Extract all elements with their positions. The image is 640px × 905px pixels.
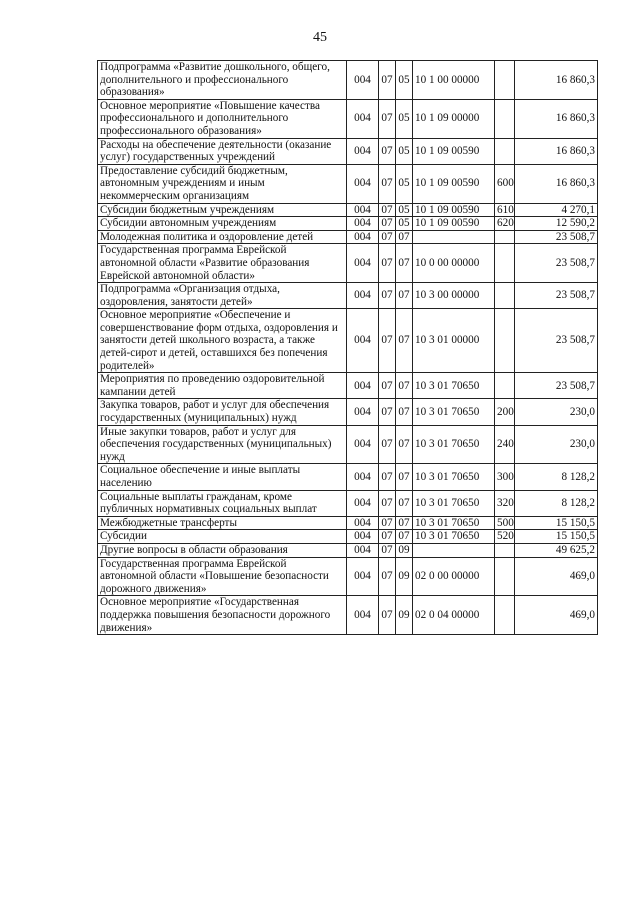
table-row [98,99,598,138]
table-row [98,244,598,283]
section-code-cell: 07 [379,516,396,530]
section-code-cell: 07 [379,203,396,217]
expense-name-cell: Социальное обеспечение и иные выплаты населению [98,464,347,490]
section-code-cell: 07 [379,464,396,490]
amount-cell: 16 860,3 [515,99,598,138]
amount-cell: 16 860,3 [515,61,598,100]
amount-cell: 4 270,1 [515,203,598,217]
expense-type-cell: 610 [495,203,515,217]
subsection-code-cell: 07 [396,530,413,544]
amount-cell: 469,0 [515,596,598,635]
section-code-cell: 07 [379,309,396,373]
target-article-cell: 10 1 00 00000 [413,61,495,100]
expense-name-cell: Субсидии бюджетным учреждениям [98,203,347,217]
amount-cell: 12 590,2 [515,217,598,231]
grbs-code-cell: 004 [347,596,379,635]
grbs-code-cell: 004 [347,244,379,283]
table-row [98,399,598,425]
grbs-code-cell: 004 [347,530,379,544]
target-article-cell: 10 3 01 70650 [413,464,495,490]
table-row [98,516,598,530]
expense-type-cell [495,309,515,373]
section-code-cell: 07 [379,217,396,231]
subsection-code-cell: 07 [396,490,413,516]
section-code-cell: 07 [379,99,396,138]
target-article-cell: 10 3 01 70650 [413,516,495,530]
amount-cell: 15 150,5 [515,530,598,544]
expense-name-cell: Молодежная политика и оздоровление детей [98,230,347,244]
subsection-code-cell: 07 [396,283,413,309]
target-article-cell: 10 3 01 70650 [413,425,495,464]
table-row [98,203,598,217]
expense-type-cell [495,596,515,635]
table-row [98,61,598,100]
amount-cell: 16 860,3 [515,138,598,164]
grbs-code-cell: 004 [347,99,379,138]
target-article-cell: 10 1 09 00000 [413,99,495,138]
expense-type-cell [495,557,515,596]
subsection-code-cell: 07 [396,230,413,244]
grbs-code-cell: 004 [347,557,379,596]
table-row [98,543,598,557]
section-code-cell: 07 [379,557,396,596]
grbs-code-cell: 004 [347,373,379,399]
section-code-cell: 07 [379,61,396,100]
table-row [98,557,598,596]
expense-name-cell: Государственная программа Еврейской автономной области «Развитие образования Еврейской автономной области» [98,244,347,283]
grbs-code-cell: 004 [347,203,379,217]
amount-cell: 8 128,2 [515,490,598,516]
amount-cell: 23 508,7 [515,309,598,373]
grbs-code-cell: 004 [347,138,379,164]
table-row [98,464,598,490]
amount-cell: 15 150,5 [515,516,598,530]
section-code-cell: 07 [379,164,396,203]
subsection-code-cell: 07 [396,425,413,464]
amount-cell: 23 508,7 [515,244,598,283]
expense-type-cell [495,244,515,283]
section-code-cell: 07 [379,230,396,244]
subsection-code-cell: 07 [396,464,413,490]
section-code-cell: 07 [379,490,396,516]
subsection-code-cell: 09 [396,557,413,596]
target-article-cell [413,543,495,557]
grbs-code-cell: 004 [347,309,379,373]
expense-name-cell: Межбюджетные трансферты [98,516,347,530]
expense-name-cell: Закупка товаров, работ и услуг для обеспечения государственных (муниципальных) нужд [98,399,347,425]
subsection-code-cell: 05 [396,138,413,164]
section-code-cell: 07 [379,399,396,425]
subsection-code-cell: 05 [396,61,413,100]
target-article-cell [413,230,495,244]
table-row [98,217,598,231]
amount-cell: 23 508,7 [515,373,598,399]
expense-type-cell: 320 [495,490,515,516]
amount-cell: 230,0 [515,399,598,425]
target-article-cell: 02 0 00 00000 [413,557,495,596]
expense-type-cell: 300 [495,464,515,490]
subsection-code-cell: 09 [396,543,413,557]
target-article-cell: 10 1 09 00590 [413,217,495,231]
target-article-cell: 02 0 04 00000 [413,596,495,635]
target-article-cell: 10 3 01 70650 [413,530,495,544]
table-row [98,283,598,309]
expense-type-cell: 600 [495,164,515,203]
subsection-code-cell: 07 [396,399,413,425]
grbs-code-cell: 004 [347,543,379,557]
subsection-code-cell: 05 [396,164,413,203]
section-code-cell: 07 [379,543,396,557]
budget-table [97,60,598,635]
grbs-code-cell: 004 [347,217,379,231]
grbs-code-cell: 004 [347,464,379,490]
table-row [98,425,598,464]
section-code-cell: 07 [379,138,396,164]
section-code-cell: 07 [379,596,396,635]
amount-cell: 49 625,2 [515,543,598,557]
expense-type-cell [495,373,515,399]
expense-name-cell: Социальные выплаты гражданам, кроме публичных нормативных социальных выплат [98,490,347,516]
grbs-code-cell: 004 [347,516,379,530]
subsection-code-cell: 07 [396,516,413,530]
page-number: 45 [313,30,327,45]
expense-type-cell: 520 [495,530,515,544]
amount-cell: 23 508,7 [515,230,598,244]
amount-cell: 23 508,7 [515,283,598,309]
table-row [98,230,598,244]
target-article-cell: 10 1 09 00590 [413,138,495,164]
table-row [98,373,598,399]
target-article-cell: 10 3 01 70650 [413,399,495,425]
target-article-cell: 10 1 09 00590 [413,164,495,203]
grbs-code-cell: 004 [347,164,379,203]
section-code-cell: 07 [379,283,396,309]
budget-table-body [98,61,598,635]
table-row [98,490,598,516]
expense-name-cell: Другие вопросы в области образования [98,543,347,557]
amount-cell: 230,0 [515,425,598,464]
subsection-code-cell: 07 [396,373,413,399]
expense-name-cell: Подпрограмма «Организация отдыха, оздоровления, занятости детей» [98,283,347,309]
expense-type-cell [495,138,515,164]
subsection-code-cell: 05 [396,217,413,231]
subsection-code-cell: 09 [396,596,413,635]
table-row [98,530,598,544]
expense-name-cell: Подпрограмма «Развитие дошкольного, общего, дополнительного и профессионального образования» [98,61,347,100]
expense-type-cell [495,61,515,100]
section-code-cell: 07 [379,530,396,544]
grbs-code-cell: 004 [347,61,379,100]
subsection-code-cell: 05 [396,203,413,217]
expense-name-cell: Основное мероприятие «Повышение качества профессионального и дополнительного профессионального образования» [98,99,347,138]
grbs-code-cell: 004 [347,283,379,309]
table-row [98,138,598,164]
table-row [98,309,598,373]
expense-type-cell [495,283,515,309]
grbs-code-cell: 004 [347,230,379,244]
expense-type-cell [495,99,515,138]
subsection-code-cell: 07 [396,309,413,373]
expense-type-cell: 620 [495,217,515,231]
subsection-code-cell: 05 [396,99,413,138]
target-article-cell: 10 0 00 00000 [413,244,495,283]
target-article-cell: 10 3 01 70650 [413,373,495,399]
section-code-cell: 07 [379,244,396,283]
grbs-code-cell: 004 [347,490,379,516]
amount-cell: 469,0 [515,557,598,596]
expense-name-cell: Государственная программа Еврейской автономной области «Повышение безопасности дорожного движения» [98,557,347,596]
expense-name-cell: Мероприятия по проведению оздоровительной кампании детей [98,373,347,399]
amount-cell: 8 128,2 [515,464,598,490]
grbs-code-cell: 004 [347,425,379,464]
section-code-cell: 07 [379,425,396,464]
expense-name-cell: Иные закупки товаров, работ и услуг для обеспечения государственных (муниципальных) нужд [98,425,347,464]
target-article-cell: 10 3 01 00000 [413,309,495,373]
table-row [98,596,598,635]
table-row [98,164,598,203]
amount-cell: 16 860,3 [515,164,598,203]
expense-name-cell: Субсидии [98,530,347,544]
grbs-code-cell: 004 [347,399,379,425]
target-article-cell: 10 3 01 70650 [413,490,495,516]
target-article-cell: 10 1 09 00590 [413,203,495,217]
expense-type-cell: 240 [495,425,515,464]
expense-name-cell: Основное мероприятие «Государственная поддержка повышения безопасности дорожного движения» [98,596,347,635]
target-article-cell: 10 3 00 00000 [413,283,495,309]
expense-type-cell [495,230,515,244]
expense-type-cell: 200 [495,399,515,425]
expense-name-cell: Предоставление субсидий бюджетным, автономным учреждениям и иным некоммерческим организациям [98,164,347,203]
expense-type-cell: 500 [495,516,515,530]
expense-name-cell: Расходы на обеспечение деятельности (оказание услуг) государственных учреждений [98,138,347,164]
expense-type-cell [495,543,515,557]
section-code-cell: 07 [379,373,396,399]
expense-name-cell: Субсидии автономным учреждениям [98,217,347,231]
subsection-code-cell: 07 [396,244,413,283]
expense-name-cell: Основное мероприятие «Обеспечение и совершенствование форм отдыха, оздоровления и занятости детей школьного возраста, а также детей-сирот и детей, оставшихся без попечения родителей» [98,309,347,373]
